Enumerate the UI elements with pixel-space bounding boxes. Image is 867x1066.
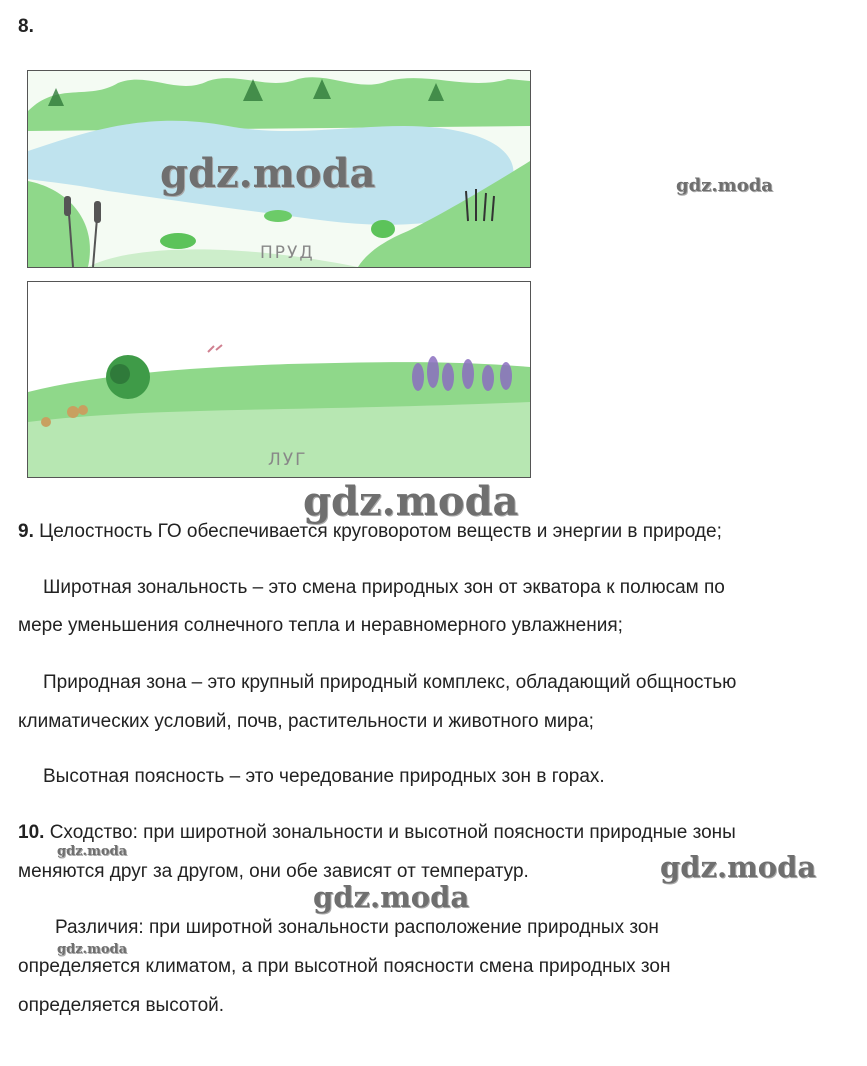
meadow-illustration (28, 282, 530, 477)
task-9-p3-line-1: Природная зона – это крупный природный комплекс, обладающий общностью (43, 672, 737, 693)
task-9-p2-line-2: мере уменьшения солнечного тепла и неравномерного увлажнения; (18, 615, 623, 636)
task-10-p2-line-1: Различия: при широтной зональности расположение природных зон (55, 917, 659, 938)
pond-caption: ПРУД (260, 243, 315, 263)
watermark: gdz.moda (313, 880, 470, 914)
task-10-text-1: Сходство: при широтной зональности и высотной поясности природные зоны (49, 822, 736, 843)
task-9-p3-line-2: климатических условий, почв, растительности и животного мира; (18, 711, 594, 732)
task-9-p4: Высотная поясность – это чередование природных зон в горах. (43, 766, 605, 787)
meadow-caption: ЛУГ (268, 450, 308, 470)
task-9-p2-line-1: Широтная зональность – это смена природных зон от экватора к полюсам по (43, 577, 725, 598)
task-10-number: 10. (18, 822, 45, 843)
watermark: gdz.moda (660, 850, 817, 884)
watermark: gdz.moda (160, 150, 376, 197)
task-9-number: 9. (18, 521, 34, 542)
task-10-line-2: меняются друг за другом, они обе зависят от температур. (18, 861, 529, 882)
watermark: gdz.moda (303, 478, 519, 525)
task-10-line-1 (18, 822, 736, 844)
meadow-drawing (27, 281, 531, 478)
watermark: gdz.moda (57, 942, 128, 957)
task-9-text-1: Целостность ГО обеспечивается круговоротом веществ и энергии в природе; (39, 521, 722, 542)
task-10-p2-line-3: определяется высотой. (18, 995, 225, 1016)
task-10-p2-line-2: определяется климатом, а при высотной поясности смена природных зон (18, 956, 671, 977)
watermark: gdz.moda (57, 844, 128, 859)
watermark: gdz.moda (676, 175, 773, 196)
task-8-number: 8. (18, 16, 34, 37)
